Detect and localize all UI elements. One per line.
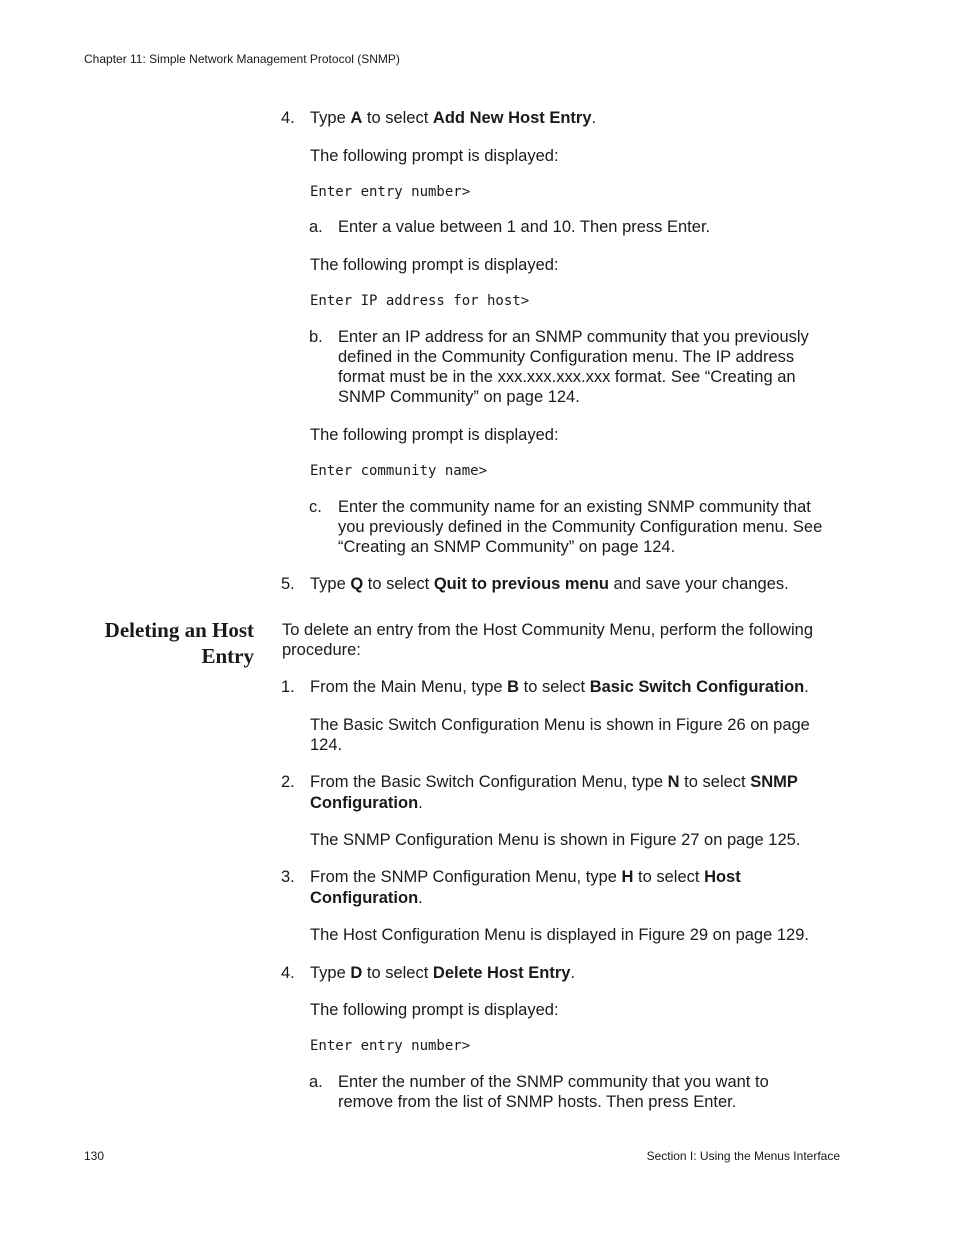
prompt-intro: The following prompt is displayed: xyxy=(310,147,559,165)
delete-step-4: Type D to select Delete Host Entry. xyxy=(310,964,576,982)
sub-step-b: Enter an IP address for an SNMP community that you previously defined in the Community Configuration menu. The IP address format must be in the xxx.xxx.xxx.xxx format. See “Creating an SNMP Community” on page 124. xyxy=(338,328,809,406)
step-number: 1. xyxy=(281,678,295,696)
chapter-header: Chapter 11: Simple Network Management Protocol (SNMP) xyxy=(84,52,400,66)
prompt-intro: The following prompt is displayed: xyxy=(310,1001,559,1019)
delete-step-2: From the Basic Switch Configuration Menu, type N to select SNMP Configuration. xyxy=(310,773,798,812)
delete-sub-step-a: Enter the number of the SNMP community that you want to remove from the list of SNMP hosts. Then press Enter. xyxy=(338,1073,769,1111)
step-note: The Host Configuration Menu is displayed in Figure 29 on page 129. xyxy=(310,926,809,944)
sub-letter: a. xyxy=(309,218,323,236)
step-note: The Basic Switch Configuration Menu is shown in Figure 26 on page 124. xyxy=(310,716,810,754)
prompt-code: Enter community name> xyxy=(310,463,488,479)
sub-letter: a. xyxy=(309,1073,323,1091)
sub-step-a: Enter a value between 1 and 10. Then press Enter. xyxy=(338,218,711,236)
step-number: 4. xyxy=(281,964,295,982)
prompt-code: Enter entry number> xyxy=(310,184,471,200)
sub-letter: b. xyxy=(309,328,323,346)
step-note: The SNMP Configuration Menu is shown in Figure 27 on page 125. xyxy=(310,831,801,849)
step-number: 4. xyxy=(281,109,295,127)
step-number: 3. xyxy=(281,868,295,886)
add-step-4: Type A to select Add New Host Entry. xyxy=(310,109,597,127)
prompt-intro: The following prompt is displayed: xyxy=(310,426,559,444)
prompt-code: Enter entry number> xyxy=(310,1038,471,1054)
step-number: 5. xyxy=(281,575,295,593)
page-number: 130 xyxy=(84,1149,105,1163)
delete-step-1: From the Main Menu, type B to select Basic Switch Configuration. xyxy=(310,678,809,696)
prompt-code: Enter IP address for host> xyxy=(310,293,530,309)
step-number: 2. xyxy=(281,773,295,791)
sub-letter: c. xyxy=(309,498,322,516)
footer-section: Section I: Using the Menus Interface xyxy=(646,1149,840,1163)
prompt-intro: The following prompt is displayed: xyxy=(310,256,559,274)
section-heading: Deleting an Host Entry xyxy=(104,618,254,668)
section-intro: To delete an entry from the Host Community Menu, perform the following procedure: xyxy=(282,621,813,659)
sub-step-c: Enter the community name for an existing SNMP community that you previously defined in the Community Configuration menu. See “Creating an SNMP Community” on page 124. xyxy=(338,498,823,556)
delete-step-3: From the SNMP Configuration Menu, type H to select Host Configuration. xyxy=(310,868,741,907)
add-step-5: Type Q to select Quit to previous menu and save your changes. xyxy=(310,575,789,593)
